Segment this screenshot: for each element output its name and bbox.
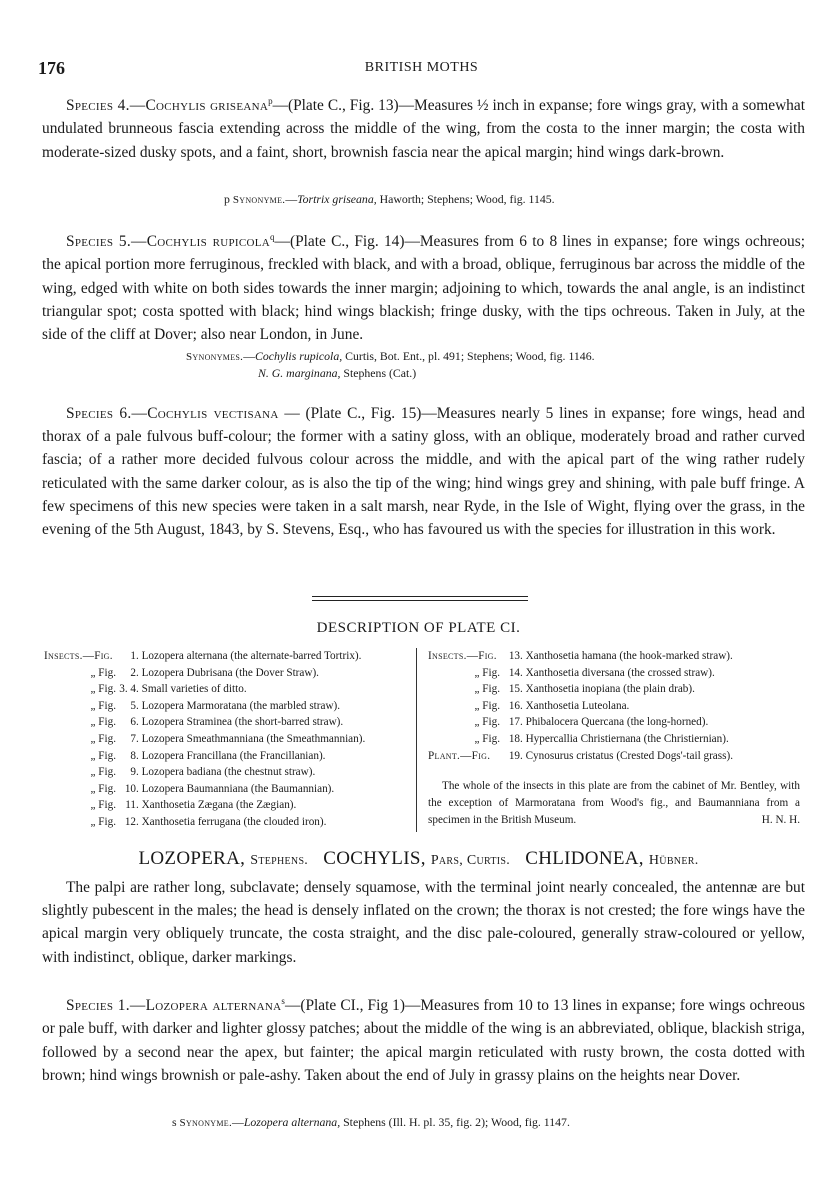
synonym-refs: Stephens (Cat.) <box>340 366 417 380</box>
species-5-footnote: Synonymes.—Cochylis rupicola, Curtis, Bot. Ent., pl. 491; Stephens; Wood, fig. 1146. N. G. marginana, Stephens (Cat.) <box>186 349 595 380</box>
plate-title: DESCRIPTION OF PLATE CI. <box>316 620 521 636</box>
synonym-refs: Haworth; Stephens; Wood, fig. 1145. <box>376 192 555 206</box>
species-1-paragraph <box>42 990 805 1087</box>
plate-note: The whole of the insects in this plate are from the cabinet of Mr. Bentley, with the exception of Marmoratana from Wood's fig., and Baumanniana from a specimen in the British Museum. H. N. H. <box>428 778 800 828</box>
plate-entry: „ Fig. 15. Xanthosetia inopiana (the plain drab). <box>474 683 695 696</box>
column-divider <box>416 648 417 832</box>
footnote-mark: q <box>270 232 275 242</box>
species-lead: Species 1.— <box>66 997 146 1015</box>
footnote-mark: p <box>224 192 230 206</box>
plate-entry: „ Fig. 8. Lozopera Francillana (the Francillanian). <box>90 749 326 762</box>
species-description: —(Plate C., Fig. 13)—Measures ½ inch in expanse; fore wings gray, with a somewhat undulated brunneous fascia extending across the middle of the wing, from the costa to the inner margin; the costa with moderate-sized dusky spots, and a faint, short, brownish fascia near the apical margin; hind wings dark-brown. <box>42 97 805 161</box>
plate-entry: „ Fig. 11. Xanthosetia Zægana (the Zægian). <box>90 799 297 812</box>
species-1-footnote: s Synonyme.—Lozopera alternana, Stephens (Ill. H. pl. 35, fig. 2); Wood, fig. 1147. <box>172 1115 570 1129</box>
synonym-refs: Stephens (Ill. H. pl. 35, fig. 2); Wood, fig. 1147. <box>340 1115 570 1129</box>
synonym-name: Lozopera alternana, <box>243 1115 341 1129</box>
species-6-paragraph <box>42 402 805 541</box>
plate-entry: „ Fig. 2. Lozopera Dubrisana (the Dover Straw). <box>90 666 319 679</box>
running-title: BRITISH MOTHS <box>364 60 479 75</box>
plate-entry: „ Fig. 9. Lozopera badiana (the chestnut straw). <box>90 766 316 779</box>
page-number: 176 <box>38 58 65 78</box>
plate-entry: „ Fig. 18. Hypercallia Christiernana (the Christiernian). <box>474 732 729 745</box>
species-name: Lozopera alternana <box>145 997 282 1015</box>
species-4-paragraph <box>42 90 805 164</box>
synonym-name: N. G. marginana, <box>258 366 341 380</box>
plate-entry: Insects.—Fig. 13. Xanthosetia hamana (the hook-marked straw). <box>428 650 733 662</box>
plate-entry: „ Fig. 3. 4. Small varieties of ditto. <box>90 683 247 696</box>
plate-entry: „ Fig. 5. Lozopera Marmoratana (the marbled straw). <box>90 699 341 712</box>
species-lead: Species 5.— <box>66 233 147 251</box>
species-lead: Species 6.— <box>66 405 148 422</box>
species-description: —(Plate C., Fig. 14)—Measures from 6 to 8 lines in expanse; fore wings ochreous; the apical portion more ferruginous, freckled with black, and with a broad, oblique, ferruginous bar across the middle of the wing, edged with white on both sides towards the inner margin; adjoining to which, towards the anal angle, is an indistinct triangular spot; costa spotted with black; hind wings blackish; fringe dusky, with the tips ochreous. Taken in July, at the side of the cliff at Dover; also near London, in June. <box>42 233 805 343</box>
synonym-refs: Curtis, Bot. Ent., pl. 491; Stephens; Wood, fig. 1146. <box>342 349 595 363</box>
page-header <box>38 58 805 82</box>
footnote-mark: s <box>281 996 285 1006</box>
plate-left-column <box>44 648 365 831</box>
plate-entry: „ Fig. 12. Xanthosetia ferrugana (the clouded iron). <box>90 815 327 828</box>
synonym-name: Tortrix griseana, <box>297 192 377 206</box>
plate-entry: „ Fig. 16. Xanthosetia Luteolana. <box>474 699 630 712</box>
species-name: Cochylis griseana <box>145 97 269 115</box>
plate-entry: „ Fig. 7. Lozopera Smeathmanniana (the Smeathmannian). <box>90 732 366 745</box>
plate-right-column <box>428 648 800 829</box>
species-lead: Species 4.— <box>66 97 146 115</box>
footnote-mark: p <box>268 96 273 106</box>
plate-entry: Plant.—Fig. 19. Cynosurus cristatus (Crested Dogs'-tail grass). <box>428 749 733 762</box>
synonym-name: Cochylis rupicola, <box>255 349 343 363</box>
species-description: — (Plate C., Fig. 15)—Measures nearly 5 lines in expanse; fore wings, head and thorax of a pale fulvous buff-colour; the former with a satiny gloss, with an oblique, moderately broad and rather curved fascia; of a rather more decided fulvous colour across the middle, and with the apical part of the wing rather rudely reticulated with the same darker colour, as is also the tip of the wing; hind wings grey and shining, with pale buff fringe. A few specimens of this new species were taken in a salt marsh, near Ryde, in the Isle of Wight, flying over the grass, in the evening of the 5th August, 1843, by S. Stevens, Esq., who has favoured us with the species for illustration in this work. <box>42 405 805 539</box>
species-name: Cochylis vectisana <box>147 405 279 422</box>
divider-rule <box>312 596 528 597</box>
plate-entry: „ Fig. 10. Lozopera Baumanniana (the Baumannian). <box>90 782 335 795</box>
species-description: —(Plate CI., Fig 1)—Measures from 10 to 13 lines in expanse; fore wings ochreous or pale buff, with darker and lighter glossy patches; about the middle of the wing is an abbreviated, oblique, blackish striga, followed by a second near the apex, but fainter; the apical margin reticulated with rusty brown, the costa dotted with brown; hind wings brownish or pale-ashy. Taken about the end of July in grassy plains on the heights near Dover. <box>42 997 806 1084</box>
footnote-label: Synonymes. <box>186 351 244 363</box>
plate-entry: „ Fig. 14. Xanthosetia diversana (the crossed straw). <box>474 666 715 679</box>
species-4-footnote: p Synonyme.—Tortrix griseana, Haworth; Stephens; Wood, fig. 1145. <box>224 192 555 206</box>
genus-heading: LOZOPERA, Stephens. COCHYLIS, Pars, Curtis. CHLIDONEA, Hübner. <box>138 848 699 869</box>
footnote-label: Synonyme. <box>179 1117 233 1129</box>
divider-rule <box>312 600 528 601</box>
footnote-mark: s <box>172 1115 177 1129</box>
footnote-label: Synonyme. <box>232 194 286 206</box>
plate-entry: „ Fig. 17. Phibalocera Quercana (the long-horned). <box>474 716 709 729</box>
plate-entry: „ Fig. 6. Lozopera Straminea (the short-barred straw). <box>90 716 344 729</box>
author-initials: H. N. H. <box>761 813 800 826</box>
species-name: Cochylis rupicola <box>146 233 271 251</box>
genus-description: The palpi are rather long, subclavate; densely squamose, with the terminal joint nearly concealed, the antennæ are but slightly pubescent in the males; the head is densely inflated on the crown; the thorax is not crested; the fore wings have the apical margin very obliquely truncate, the costa straight, and the disc pale-coloured, generally straw-coloured or yellow, with indistinct, oblique, darker markings. <box>42 879 805 966</box>
species-5-paragraph <box>42 226 805 346</box>
plate-entry: Insects.—Fig. 1. Lozopera alternana (the alternate-barred Tortrix). <box>44 650 362 662</box>
